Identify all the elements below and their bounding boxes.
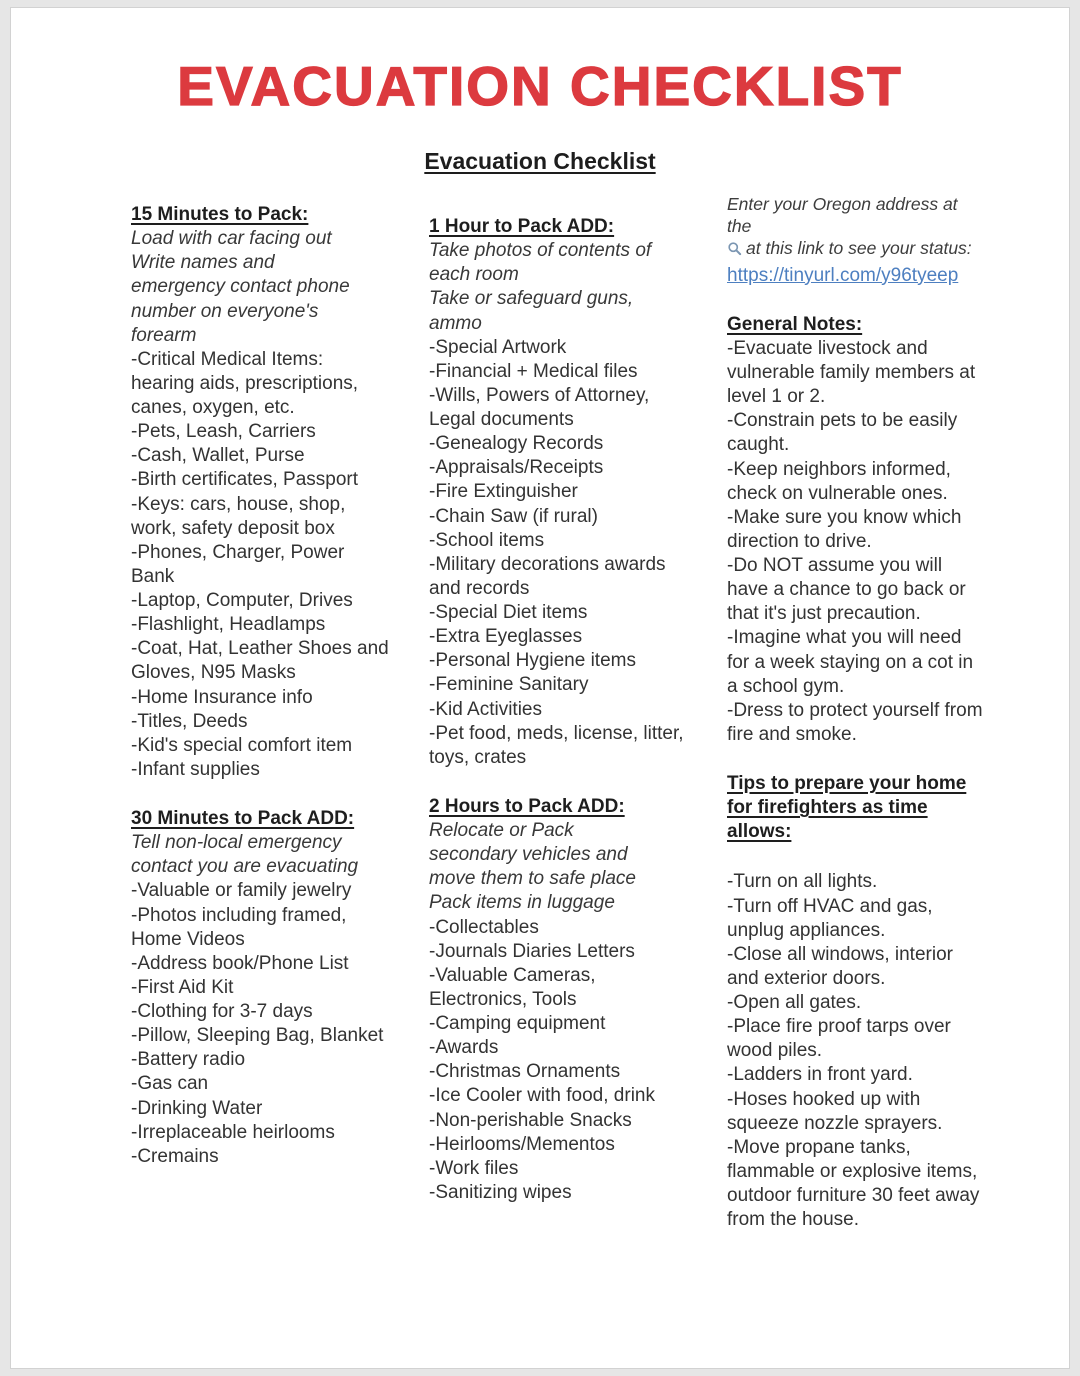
checklist-item: -Flashlight, Headlamps xyxy=(131,614,326,636)
checklist-item: -First Aid Kit xyxy=(131,976,234,998)
search-icon xyxy=(727,239,742,261)
checklist-item: -Hoses hooked up with squeeze nozzle sprayers. xyxy=(727,1088,943,1134)
checklist-item: -Close all windows, interior and exterior doors. xyxy=(727,943,953,989)
checklist-item: -Valuable or family jewelry xyxy=(131,880,352,902)
section-heading: Tips to prepare your home for firefighters as time allows: xyxy=(727,773,967,843)
checklist-item: -Wills, Powers of Attorney, Legal documents xyxy=(429,384,650,430)
checklist-item: -Drinking Water xyxy=(131,1097,263,1119)
checklist-item: -Military decorations awards and records xyxy=(429,553,666,599)
section-lead-line: secondary vehicles and xyxy=(429,844,628,866)
section-heading: General Notes: xyxy=(727,313,863,335)
checklist-section xyxy=(429,215,687,770)
status-note-text: at this link to see your status: xyxy=(746,238,972,259)
section-lead-line: emergency contact phone xyxy=(131,276,350,298)
checklist-item: -Photos including framed, Home Videos xyxy=(131,904,347,950)
banner-title: EVACUATION CHECKLIST xyxy=(177,55,903,117)
checklist-item: -Heirlooms/Mementos xyxy=(429,1133,615,1155)
checklist-columns xyxy=(131,191,983,1232)
checklist-section xyxy=(429,795,687,1205)
checklist-item: -Infant supplies xyxy=(131,758,260,780)
checklist-item: -Genealogy Records xyxy=(429,433,604,455)
checklist-item: -Christmas Ornaments xyxy=(429,1061,621,1083)
checklist-item: -Appraisals/Receipts xyxy=(429,457,604,479)
section-lead-line: Take photos of contents of xyxy=(429,240,652,262)
checklist-item: -Chain Saw (if rural) xyxy=(429,505,598,527)
checklist-item: -Address book/Phone List xyxy=(131,952,349,974)
checklist-item: -Gas can xyxy=(131,1073,209,1095)
checklist-item: -Battery radio xyxy=(131,1049,246,1071)
section-heading: 15 Minutes to Pack: xyxy=(131,204,309,225)
checklist-item: -Special Diet items xyxy=(429,602,588,623)
checklist-item: -Make sure you know which direction to drive. xyxy=(727,506,962,552)
section-lead-line: move them to safe place xyxy=(429,868,636,890)
section-lead-line: Take or safeguard guns, xyxy=(429,288,634,310)
section-lead-line: number on everyone's xyxy=(131,300,319,322)
checklist-item: -Move propane tanks, flammable or explosive items, outdoor furniture 30 feet away from the house. xyxy=(727,1136,980,1231)
checklist-item: -Camping equipment xyxy=(429,1013,606,1034)
checklist-item: -Turn off HVAC and gas, unplug appliances. xyxy=(727,895,933,941)
section-lead-line: Pack items in luggage xyxy=(429,892,615,914)
document-page xyxy=(10,7,1070,1369)
section-lead-line: forearm xyxy=(131,324,197,346)
section-lead-line: contact you are evacuating xyxy=(131,856,359,878)
checklist-item: -Dress to protect yourself from fire and smoke. xyxy=(727,699,983,745)
checklist-section xyxy=(131,807,389,1169)
checklist-item: -Evacuate livestock and vulnerable family members at level 1 or 2. xyxy=(727,337,976,408)
status-note xyxy=(727,193,985,288)
checklist-item: -Pillow, Sleeping Bag, Blanket xyxy=(131,1025,384,1047)
checklist-section xyxy=(131,203,389,782)
checklist-item: -School items xyxy=(429,529,545,551)
checklist-item: -Phones, Charger, Power Bank xyxy=(131,541,345,587)
checklist-item: -Pets, Leash, Carriers xyxy=(131,421,316,443)
checklist-section xyxy=(727,772,985,1232)
section-lead-line: each room xyxy=(429,264,519,286)
section-heading: 30 Minutes to Pack ADD: xyxy=(131,808,355,829)
section-lead-line: Relocate or Pack xyxy=(429,820,574,841)
checklist-item: -Awards xyxy=(429,1037,499,1059)
checklist-item: -Pet food, meds, license, litter, toys, crates xyxy=(429,722,684,768)
section-lead-line: ammo xyxy=(429,312,482,334)
checklist-item: -Do NOT assume you will have a chance to go back or that it's just precaution. xyxy=(727,555,966,625)
checklist-item: -Valuable Cameras, Electronics, Tools xyxy=(429,964,596,1010)
section-lead-line: Load with car facing out xyxy=(131,228,332,250)
section-lead-line: Write names and xyxy=(131,252,275,274)
checklist-item: -Kid Activities xyxy=(429,698,542,720)
checklist-item: -Feminine Sanitary xyxy=(429,674,589,696)
checklist-item: -Laptop, Computer, Drives xyxy=(131,590,353,611)
checklist-item: -Kid's special comfort item xyxy=(131,734,353,756)
checklist-item: -Open all gates. xyxy=(727,992,862,1014)
checklist-item: -Keep neighbors informed, check on vulnerable ones. xyxy=(727,458,951,504)
checklist-item: -Ladders in front yard. xyxy=(727,1064,913,1086)
column-left xyxy=(131,191,389,1232)
checklist-item: -Collectables xyxy=(429,916,539,938)
checklist-item: -Non-perishable Snacks xyxy=(429,1109,632,1131)
checklist-item: -Extra Eyeglasses xyxy=(429,626,583,648)
checklist-item: -Irreplaceable heirlooms xyxy=(131,1121,335,1143)
checklist-item: -Titles, Deeds xyxy=(131,710,248,732)
checklist-item: -Imagine what you will need for a week staying on a cot in a school gym. xyxy=(727,627,974,697)
checklist-item: -Cash, Wallet, Purse xyxy=(131,445,305,467)
checklist-item: -Constrain pets to be easily caught. xyxy=(727,410,958,456)
status-note-line: Enter your Oregon address at the xyxy=(727,194,958,237)
doc-title: Evacuation Checklist xyxy=(424,148,656,174)
section-heading: 1 Hour to Pack ADD: xyxy=(429,216,615,237)
checklist-item: -Clothing for 3-7 days xyxy=(131,1001,313,1022)
column-right xyxy=(727,191,985,1232)
checklist-item: -Place fire proof tarps over wood piles. xyxy=(727,1016,951,1062)
section-heading: 2 Hours to Pack ADD: xyxy=(429,795,625,817)
status-link[interactable]: https://tinyurl.com/y96tyeep xyxy=(727,264,959,286)
checklist-item: -Journals Diaries Letters xyxy=(429,940,635,962)
checklist-item: -Cremains xyxy=(131,1145,219,1167)
checklist-item: -Critical Medical Items: hearing aids, prescriptions, canes, oxygen, etc. xyxy=(131,348,359,418)
checklist-item: -Fire Extinguisher xyxy=(429,481,578,503)
section-lead-line: Tell non-local emergency xyxy=(131,832,342,854)
checklist-item: -Ice Cooler with food, drink xyxy=(429,1085,655,1107)
checklist-item: -Sanitizing wipes xyxy=(429,1181,572,1203)
checklist-item: -Home Insurance info xyxy=(131,686,313,708)
checklist-item: -Personal Hygiene items xyxy=(429,650,636,672)
checklist-item: -Financial + Medical files xyxy=(429,360,638,382)
checklist-item: -Turn on all lights. xyxy=(727,871,878,893)
column-middle xyxy=(429,191,687,1232)
checklist-item: -Coat, Hat, Leather Shoes and Gloves, N95 Masks xyxy=(131,638,389,684)
checklist-item: -Birth certificates, Passport xyxy=(131,469,359,491)
checklist-item: -Work files xyxy=(429,1157,519,1179)
status-note-line xyxy=(727,237,985,261)
checklist-section xyxy=(727,313,985,747)
checklist-item: -Keys: cars, house, shop, work, safety deposit box xyxy=(131,493,346,539)
checklist-item: -Special Artwork xyxy=(429,336,567,358)
